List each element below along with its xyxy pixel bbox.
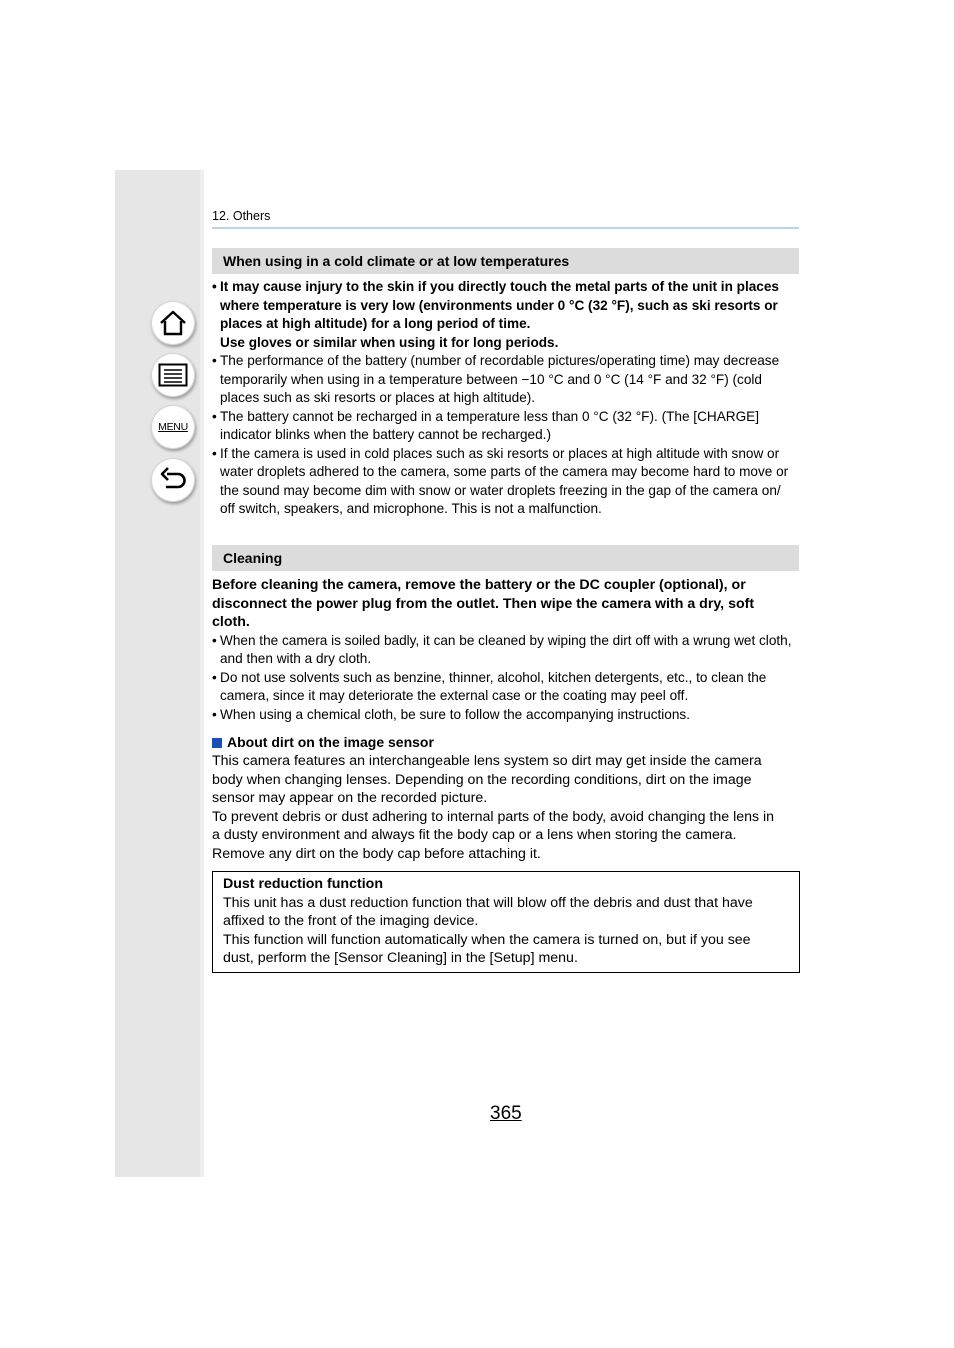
text-line: • It may cause injury to the skin if you directly touch the metal parts of the unit in places <box>220 279 779 294</box>
text-line: and then with a dry cloth. <box>220 651 372 666</box>
dust-box-title: Dust reduction function <box>223 876 383 892</box>
text-line: indicator blinks when the battery cannot be recharged.) <box>220 427 551 442</box>
sidebar-edge <box>200 170 204 1177</box>
page-number: 365 <box>490 1103 522 1124</box>
text-line: body when changing lenses. Depending on the recording conditions, dirt on the image <box>212 771 752 788</box>
menu-label: MENU <box>158 421 188 433</box>
section-heading-cold: When using in a cold climate or at low temperatures <box>212 248 799 274</box>
breadcrumb: 12. Others <box>212 209 271 223</box>
list-item <box>212 408 802 445</box>
return-arrow-icon <box>158 465 188 495</box>
square-bullet-icon <box>212 738 222 748</box>
text-line: • When the camera is soiled badly, it can be cleaned by wiping the dirt off with a wrung wet cloth, <box>220 632 792 648</box>
header-rule <box>212 227 799 229</box>
contents-list-icon <box>158 363 188 387</box>
section-heading-cleaning: Cleaning <box>212 545 799 571</box>
text-line: • When using a chemical cloth, be sure to follow the accompanying instructions. <box>220 706 690 722</box>
text-line: affixed to the front of the imaging device. <box>223 913 479 929</box>
text-line: This unit has a dust reduction function that will blow off the debris and dust that have <box>223 894 753 911</box>
sensor-subheading <box>212 733 434 751</box>
text-line: off switch, speakers, and microphone. This is not a malfunction. <box>220 501 602 516</box>
text-line: where temperature is very low (environments under 0 °C (32 °F), such as ski resorts or <box>220 297 778 313</box>
list-item <box>212 445 802 519</box>
text-line: sensor may appear on the recorded picture. <box>212 790 488 806</box>
text-line: a dusty environment and always fit the body cap or a lens when storing the camera. <box>212 827 737 843</box>
list-item <box>212 278 802 352</box>
text-line: • Do not use solvents such as benzine, thinner, alcohol, kitchen detergents, etc., to clean the <box>220 669 767 685</box>
dust-reduction-box <box>212 871 800 973</box>
text-line: camera, since it may deteriorate the external case or the coating may peel off. <box>220 688 689 703</box>
cold-section-body <box>212 278 802 519</box>
text-line: places such as ski resorts or places at high altitude). <box>220 390 536 405</box>
list-item <box>212 669 802 706</box>
text-line: This function will function automatically when the camera is turned on, but if you see <box>223 931 751 948</box>
text-line: water droplets adhered to the camera, some parts of the camera may become hard to move or <box>220 464 789 479</box>
back-button[interactable] <box>151 458 195 502</box>
text-line: This camera features an interchangeable lens system so dirt may get inside the camera <box>212 753 762 769</box>
text-line: To prevent debris or dust adhering to internal parts of the body, avoid changing the lens in <box>212 808 775 825</box>
contents-button[interactable] <box>151 353 195 397</box>
text-line: • The performance of the battery (number of recordable pictures/operating time) may decrease <box>220 353 780 368</box>
text-line: the sound may become dim with snow or water droplets freezing in the gap of the camera on/ <box>220 482 781 498</box>
text-line: Remove any dirt on the body cap before attaching it. <box>212 845 541 862</box>
list-item <box>212 352 802 408</box>
menu-button[interactable] <box>151 405 195 449</box>
text-line: Before cleaning the camera, remove the battery or the DC coupler (optional), or <box>212 577 746 593</box>
text-line: Use gloves or similar when using it for long periods. <box>220 334 559 350</box>
text-line: places at high altitude) for a long period of time. <box>220 316 531 331</box>
sensor-subheading-text: About dirt on the image sensor <box>227 734 434 750</box>
text-line: • The battery cannot be recharged in a temperature less than 0 °C (32 °F). (The [CHARGE] <box>220 408 760 424</box>
home-icon <box>158 308 188 338</box>
sensor-body <box>212 752 802 863</box>
text-line: dust, perform the [Sensor Cleaning] in the [Setup] menu. <box>223 950 578 966</box>
text-line: disconnect the power plug from the outlet. Then wipe the camera with a dry, soft <box>212 595 755 612</box>
cleaning-section-body <box>212 576 802 724</box>
list-item <box>212 706 802 725</box>
home-button[interactable] <box>151 301 195 345</box>
text-line: • If the camera is used in cold places such as ski resorts or places at high altitude with snow or <box>220 445 780 461</box>
text-line: temporarily when using in a temperature between −10 °C and 0 °C (14 °F and 32 °F) (cold <box>220 371 762 387</box>
text-line: cloth. <box>212 614 250 630</box>
list-item <box>212 632 802 669</box>
cleaning-intro <box>212 576 802 632</box>
